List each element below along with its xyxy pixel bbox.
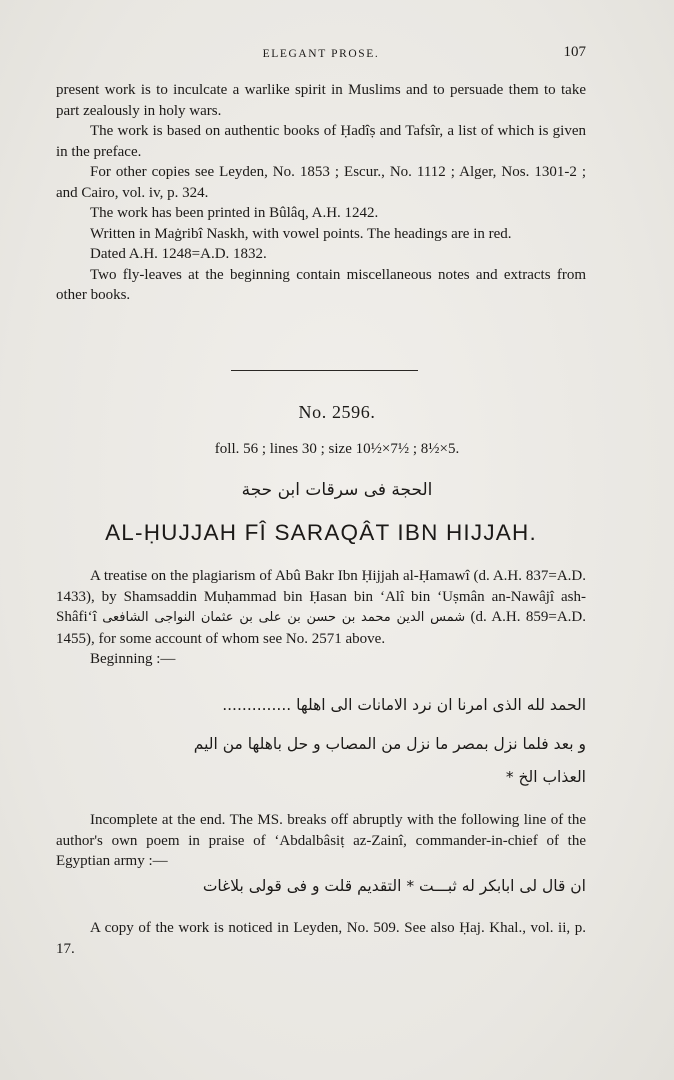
- entry-specs: foll. 56 ; lines 30 ; size 10½×7½ ; 8½×5.: [214, 441, 460, 457]
- copy-section: [56, 918, 586, 959]
- paragraph-printed: The work has been printed in Bûlâq, A.H. 1242.: [90, 205, 379, 221]
- beginning-label: Beginning :—: [90, 651, 176, 667]
- description-text-2: (d. A.H. 859=A.D. 1455), for some account of whom see No. 2571 above.: [56, 609, 586, 647]
- author-name-arabic: شمس الدين محمد بن حسن بن على بن عثمان النواجى الشافعى: [102, 610, 466, 625]
- paragraph-fly-leaves: Two fly-leaves at the beginning contain miscellaneous notes and extracts from other books.: [56, 266, 586, 303]
- arabic-title: الحجة فى سرقات ابن حجة: [241, 480, 433, 500]
- copy-note: A copy of the work is noticed in Leyden, No. 509. See also Ḥaj. Khal., vol. ii, p. 17.: [56, 920, 586, 957]
- beginning-line-2: و بعد فلما نزل بمصر ما نزل من المصاب و حل باهلها من اليم: [193, 735, 586, 753]
- paragraph-copies: For other copies see Leyden, No. 1853 ; Escur., No. 1112 ; Alger, Nos. 1301-2 ; and Cairo, vol. iv, p. 324.: [56, 164, 586, 201]
- beginning-line-1: الحمد لله الذى امرنا ان نرد الامانات الى اهلها ..............: [222, 696, 586, 714]
- entry-title: AL-ḤUJJAH FÎ SARAQÂT IBN HIJJAH.: [105, 520, 537, 545]
- paragraph-sources: The work is based on authentic books of Ḥadîṣ and Tafsîr, a list of which is given in the preface.: [56, 123, 586, 160]
- incomplete-section: [56, 810, 586, 872]
- paragraph-purpose: present work is to inculcate a warlike spirit in Muslims and to persuade them to take part zealously in holy wars.: [56, 82, 586, 119]
- entry-number: No. 2596.: [298, 402, 376, 422]
- paragraph-script: Written in Maġribî Naskh, with vowel points. The headings are in red.: [90, 225, 512, 242]
- running-head: ELEGANT PROSE.: [262, 48, 380, 60]
- beginning-line-3: العذاب الخ *: [505, 768, 586, 786]
- intro-section: [56, 80, 586, 306]
- section-divider: [231, 370, 418, 371]
- entry-description: [56, 566, 586, 670]
- incomplete-paragraph: Incomplete at the end. The MS. breaks off abruptly with the following line of the author's own poem in praise of ‘Abdalbâsiṭ az-Zainî, commander-in-chief of the Egyptian army :—: [56, 812, 586, 869]
- page-header: [56, 44, 586, 64]
- poem-line: ان قال لى ابابكر له ثبـــت * التقديم قلت و فى قولى بلاغات: [202, 877, 586, 895]
- description-paragraph: [56, 566, 586, 649]
- page-number: 107: [563, 44, 586, 60]
- description-text-1: A treatise on the plagiarism of Abû Bakr Ibn Ḥijjah al-Ḥamawî (d. A.H. 837=A.D. 1433), by Shamsaddin Muḥammad bin Ḥasan bin ‘Alî bin ‘Uṣmân an-Nawâjî ash-Shâfi‘î: [56, 568, 586, 625]
- paragraph-dated: Dated A.H. 1248=A.D. 1832.: [90, 246, 267, 262]
